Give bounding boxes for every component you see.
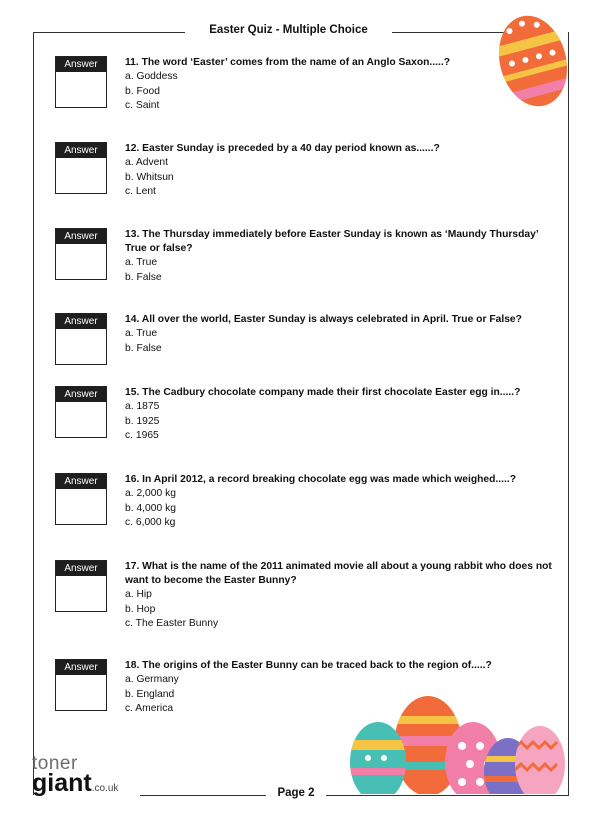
- option-list: [125, 256, 555, 285]
- answer-label: Answer: [56, 561, 106, 576]
- option-item: c. The Easter Bunny: [125, 618, 219, 629]
- option-item: a. True: [125, 328, 158, 339]
- option-item: c. Lent: [125, 186, 156, 197]
- answer-label: Answer: [56, 314, 106, 329]
- option-item: b. England: [125, 688, 175, 700]
- option-item: a. 1875: [125, 401, 160, 412]
- option-item: a. 2,000 kg: [125, 488, 176, 499]
- option-item: a. Advent: [125, 157, 168, 168]
- option-list: [125, 327, 555, 356]
- option-list: [125, 156, 555, 200]
- answer-box[interactable]: [55, 56, 107, 108]
- option-item: c. America: [125, 703, 174, 714]
- option-item: a. Goddess: [125, 71, 178, 82]
- option-item: b. 4,000 kg: [125, 502, 176, 514]
- logo-word: giant: [32, 769, 92, 797]
- option-item: b. False: [125, 271, 162, 283]
- answer-box[interactable]: [55, 386, 107, 438]
- option-item: a. Hip: [125, 589, 152, 600]
- answer-box[interactable]: [55, 313, 107, 365]
- answer-label: Answer: [56, 229, 106, 244]
- logo-line-1: toner: [32, 753, 78, 774]
- answer-label: Answer: [56, 143, 106, 158]
- answer-box[interactable]: [55, 228, 107, 280]
- frame-bottom-right-rule: [326, 795, 569, 796]
- option-item: c. 1965: [125, 430, 159, 441]
- answer-label: Answer: [56, 57, 106, 72]
- frame-top-left-rule: [33, 32, 185, 33]
- logo-suffix: .co.uk: [91, 783, 119, 794]
- option-item: b. False: [125, 342, 162, 354]
- option-item: b. 1925: [125, 415, 160, 427]
- answer-box[interactable]: [55, 659, 107, 711]
- option-item: b. Food: [125, 85, 160, 97]
- question-text: [125, 56, 555, 114]
- question-prompt: 18. The origins of the Easter Bunny can be traced back to the region of.....?: [125, 660, 492, 671]
- question-prompt: 17. What is the name of the 2011 animated movie all about a young rabbit who does not want to become the Easter Bunny?: [125, 561, 552, 586]
- frame-bottom-left-rule: [140, 795, 266, 796]
- answer-box[interactable]: [55, 560, 107, 612]
- option-list: [125, 70, 555, 114]
- option-list: [125, 588, 555, 632]
- question-prompt: 13. The Thursday immediately before Easter Sunday is known as ‘Maundy Thursday’ True or false?: [125, 229, 539, 254]
- question-text: [125, 386, 555, 444]
- answer-label: Answer: [56, 387, 106, 402]
- answer-label: Answer: [56, 474, 106, 489]
- logo-line-2: [32, 771, 118, 796]
- option-item: c. 6,000 kg: [125, 517, 176, 528]
- question-text: [125, 473, 555, 531]
- question-prompt: 11. The word ‘Easter’ comes from the name of an Anglo Saxon.....?: [125, 57, 451, 68]
- page-number: Page 2: [266, 787, 326, 799]
- option-item: a. Germany: [125, 674, 179, 685]
- question-prompt: 12. Easter Sunday is preceded by a 40 day period known as......?: [125, 143, 440, 154]
- option-item: b. Whitsun: [125, 171, 174, 183]
- option-item: b. Hop: [125, 603, 156, 615]
- frame-top-right-rule: [392, 32, 512, 33]
- question-text: [125, 313, 555, 356]
- toner-giant-logo: [32, 754, 118, 796]
- question-text: [125, 560, 555, 632]
- answer-box[interactable]: [55, 142, 107, 194]
- answer-box[interactable]: [55, 473, 107, 525]
- question-text: [125, 142, 555, 200]
- question-text: [125, 228, 555, 285]
- option-list: [125, 487, 555, 531]
- answer-label: Answer: [56, 660, 106, 675]
- option-item: a. True: [125, 257, 158, 268]
- page-title: Easter Quiz - Multiple Choice: [185, 24, 392, 36]
- question-prompt: 14. All over the world, Easter Sunday is always celebrated in April. True or False?: [125, 314, 522, 325]
- question-prompt: 15. The Cadbury chocolate company made their first chocolate Easter egg in.....?: [125, 387, 521, 398]
- question-prompt: 16. In April 2012, a record breaking chocolate egg was made which weighed.....?: [125, 474, 517, 485]
- option-item: c. Saint: [125, 100, 160, 111]
- option-list: [125, 400, 555, 444]
- decorative-easter-eggs-image: [340, 690, 568, 794]
